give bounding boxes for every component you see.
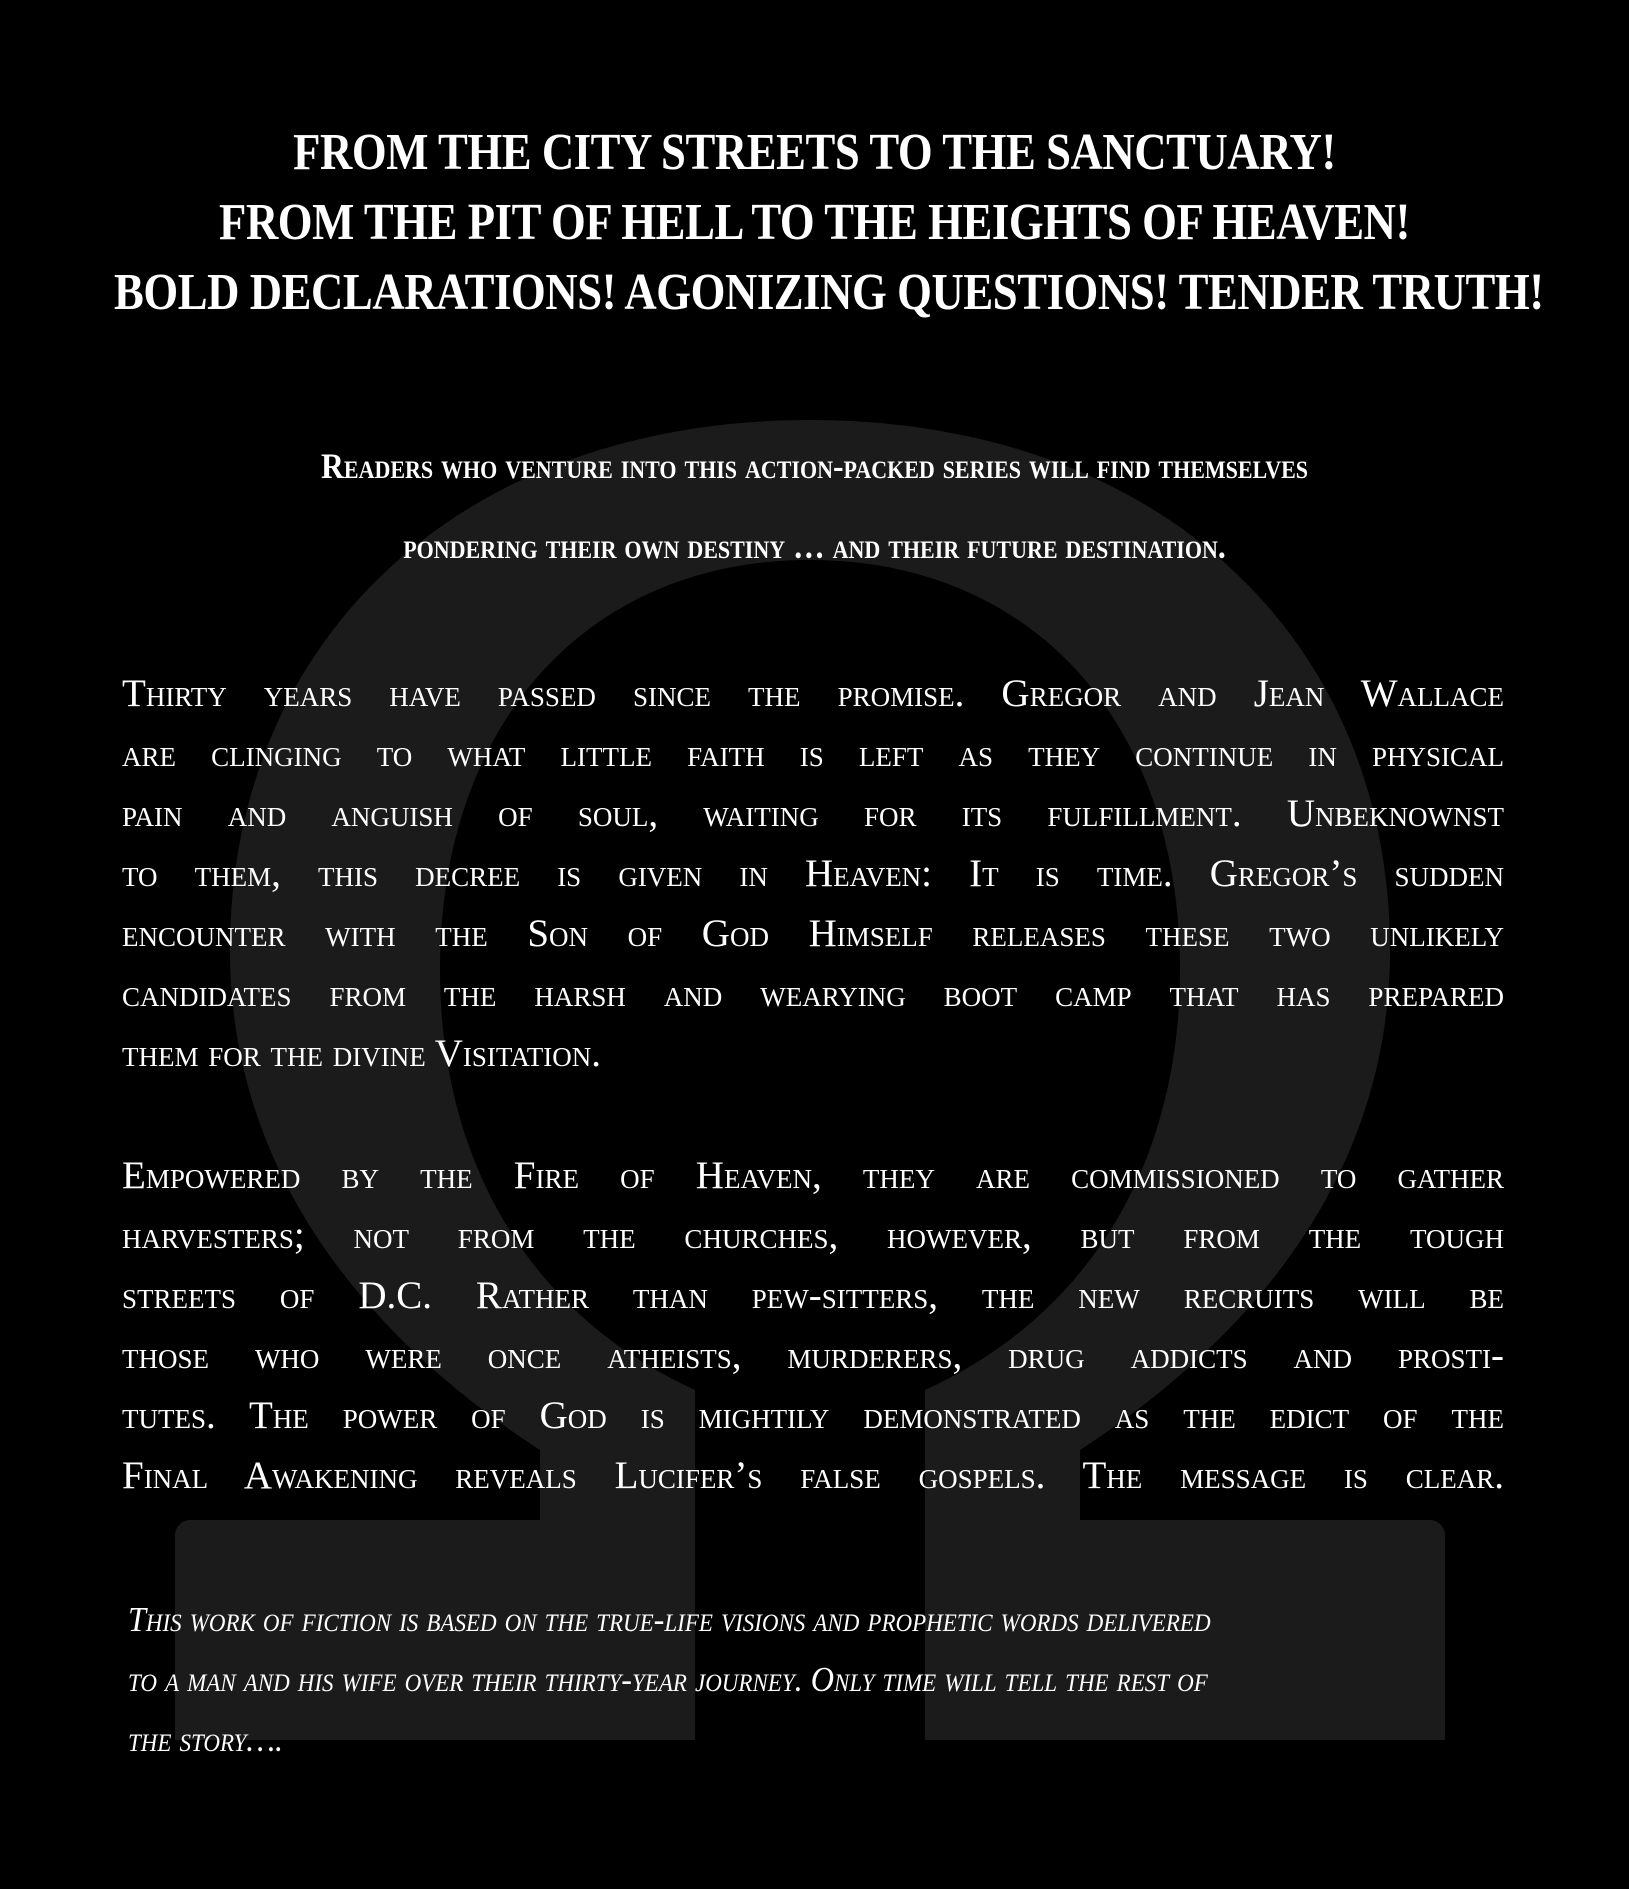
- paragraph-line: Final Awakening reveals Lucifer’s false gospels. The message is clear.: [122, 1454, 1504, 1497]
- paragraph-line: harvesters; not from the churches, however, but from the tough: [122, 1214, 1504, 1257]
- closing-line: This work of fiction is based on the true-life visions and prophetic words delivered: [128, 1600, 1211, 1639]
- headline-line: FROM THE PIT OF HELL TO THE HEIGHTS OF HEAVEN!: [219, 194, 1410, 251]
- closing-note: [128, 1590, 1508, 1770]
- paragraph-line: Thirty years have passed since the promise. Gregor and Jean Wallace: [122, 672, 1504, 715]
- headline-line: BOLD DECLARATIONS! AGONIZING QUESTIONS! TENDER TRUTH!: [114, 264, 1544, 321]
- paragraph-line: Empowered by the Fire of Heaven, they are commissioned to gather: [122, 1154, 1504, 1197]
- paragraph-line: streets of D.C. Rather than pew-sitters, the new recruits will be: [122, 1274, 1504, 1317]
- teaser-line: Readers who venture into this action-packed series will find themselves: [321, 446, 1308, 486]
- paragraph-line: them for the divine Visitation.: [122, 1032, 601, 1075]
- paragraph-line: are clinging to what little faith is left as they continue in physical: [122, 732, 1504, 775]
- paragraph-line: those who were once atheists, murderers, drug addicts and prosti-: [122, 1334, 1504, 1377]
- paragraph-line: tutes. The power of God is mightily demonstrated as the edict of the: [122, 1394, 1504, 1437]
- closing-line: to a man and his wife over their thirty-year journey. Only time will tell the rest of: [128, 1660, 1208, 1699]
- headline-line: FROM THE CITY STREETS TO THE SANCTUARY!: [293, 124, 1336, 181]
- teaser: [98, 426, 1532, 586]
- teaser-line: pondering their own destiny … and their future destination.: [403, 526, 1226, 566]
- paragraph-line: to them, this decree is given in Heaven: It is time. Gregor’s sudden: [122, 852, 1504, 895]
- closing-line: the story….: [128, 1720, 284, 1759]
- paragraph-line: candidates from the harsh and wearying boot camp that has prepared: [122, 972, 1504, 1015]
- paragraph-line: encounter with the Son of God Himself releases these two unlikely: [122, 912, 1504, 955]
- synopsis-paragraph-2: [122, 1146, 1504, 1506]
- synopsis-paragraph-1: [122, 664, 1504, 1084]
- paragraph-line: pain and anguish of soul, waiting for its fulfillment. Unbeknownst: [122, 792, 1504, 835]
- headline: [114, 118, 1544, 328]
